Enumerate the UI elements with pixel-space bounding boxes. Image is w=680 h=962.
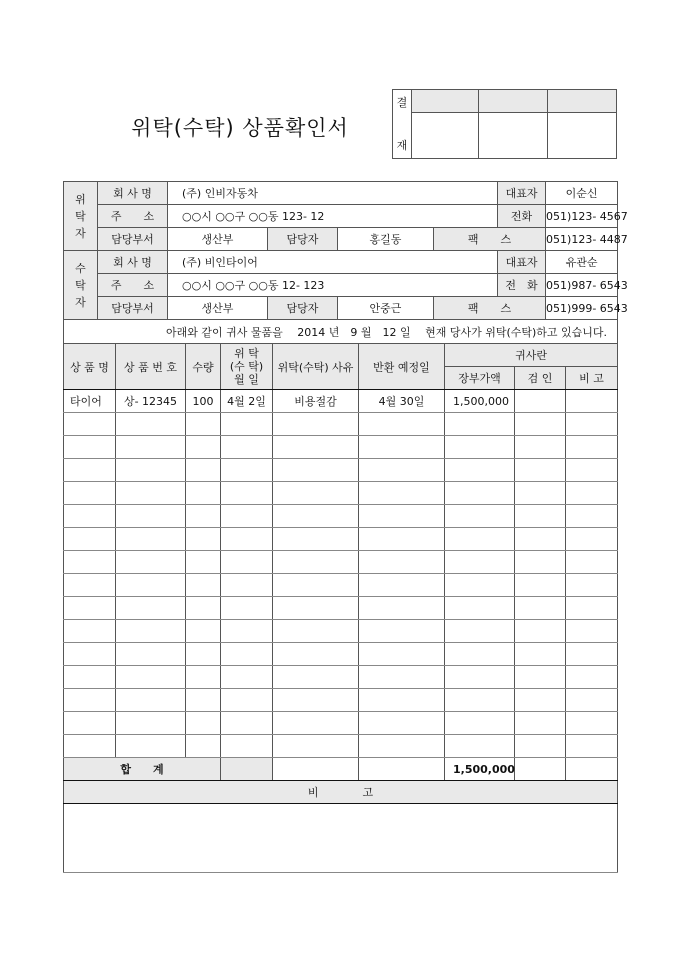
consignee-company-label: 회 사 명 xyxy=(98,251,168,274)
empty-cell-remark[interactable] xyxy=(566,620,618,643)
consignor-manager-label: 담당자 xyxy=(268,228,338,251)
empty-cell-remark[interactable] xyxy=(566,436,618,459)
consignee-phone[interactable]: 051)987- 6543 xyxy=(546,274,618,297)
consignee-address[interactable]: ○○시 ○○구 ○○동 12- 123 xyxy=(168,274,498,297)
empty-row xyxy=(64,735,618,758)
empty-cell-inspect[interactable] xyxy=(515,666,566,689)
empty-cell-remark[interactable] xyxy=(566,528,618,551)
empty-row xyxy=(64,574,618,597)
cell-qty[interactable]: 100 xyxy=(186,390,221,413)
items-table xyxy=(63,343,618,873)
empty-cell-inspect[interactable] xyxy=(515,482,566,505)
empty-cell-book-value[interactable] xyxy=(445,597,515,620)
empty-cell-date[interactable] xyxy=(221,551,273,574)
empty-cell-remark[interactable] xyxy=(566,597,618,620)
empty-cell-product-name[interactable] xyxy=(64,689,116,712)
empty-cell-return-date[interactable] xyxy=(359,436,445,459)
consignee-manager[interactable]: 안중근 xyxy=(338,297,434,320)
approval-label xyxy=(393,90,412,159)
empty-cell-product-name[interactable] xyxy=(64,528,116,551)
total-blank-return xyxy=(359,758,445,781)
cell-inspect[interactable] xyxy=(515,390,566,413)
total-blank-reason xyxy=(273,758,359,781)
empty-cell-date[interactable] xyxy=(221,528,273,551)
empty-cell-date[interactable] xyxy=(221,482,273,505)
empty-cell-reason[interactable] xyxy=(273,620,359,643)
empty-cell-product-name[interactable] xyxy=(64,620,116,643)
empty-cell-book-value[interactable] xyxy=(445,735,515,758)
empty-row xyxy=(64,413,618,436)
empty-cell-return-date[interactable] xyxy=(359,666,445,689)
empty-cell-remark[interactable] xyxy=(566,735,618,758)
consignor-company-label: 회 사 명 xyxy=(98,182,168,205)
empty-cell-remark[interactable] xyxy=(566,505,618,528)
empty-cell-qty[interactable] xyxy=(186,551,221,574)
header-date: 위 탁 (수 탁) 월 일 xyxy=(221,344,273,390)
empty-cell-return-date[interactable] xyxy=(359,528,445,551)
empty-row xyxy=(64,712,618,735)
empty-cell-book-value[interactable] xyxy=(445,436,515,459)
header-product-name: 상 품 명 xyxy=(64,344,116,390)
empty-cell-product-name[interactable] xyxy=(64,643,116,666)
consignor-manager[interactable]: 홍길동 xyxy=(338,228,434,251)
empty-cell-product-name[interactable] xyxy=(64,735,116,758)
consignor-fax[interactable]: 051)123- 4487 xyxy=(546,228,618,251)
empty-cell-product-no[interactable] xyxy=(116,643,186,666)
consignee-dept-label: 담당부서 xyxy=(98,297,168,320)
empty-cell-product-no[interactable] xyxy=(116,505,186,528)
consignor-fax-label: 팩 스 xyxy=(434,228,546,251)
empty-cell-remark[interactable] xyxy=(566,574,618,597)
empty-cell-book-value[interactable] xyxy=(445,643,515,666)
approval-sign-2[interactable] xyxy=(479,113,548,159)
empty-cell-remark[interactable] xyxy=(566,689,618,712)
cell-product-name[interactable]: 타이어 xyxy=(64,390,116,413)
consignee-fax[interactable]: 051)999- 6543 xyxy=(546,297,618,320)
header-product-no: 상 품 번 호 xyxy=(116,344,186,390)
notes-content[interactable] xyxy=(64,804,618,873)
empty-cell-remark[interactable] xyxy=(566,666,618,689)
empty-cell-product-no[interactable] xyxy=(116,436,186,459)
consignee-dept[interactable]: 생산부 xyxy=(168,297,268,320)
empty-cell-product-name[interactable] xyxy=(64,666,116,689)
empty-cell-inspect[interactable] xyxy=(515,505,566,528)
consignor-address-label: 주 소 xyxy=(98,205,168,228)
empty-cell-return-date[interactable] xyxy=(359,482,445,505)
consignee-rep-label: 대표자 xyxy=(498,251,546,274)
empty-cell-remark[interactable] xyxy=(566,482,618,505)
cell-return-date[interactable]: 4월 30일 xyxy=(359,390,445,413)
empty-cell-remark[interactable] xyxy=(566,459,618,482)
empty-cell-date[interactable] xyxy=(221,413,273,436)
cell-book-value[interactable]: 1,500,000 xyxy=(445,390,515,413)
empty-cell-product-no[interactable] xyxy=(116,689,186,712)
header-remark: 비 고 xyxy=(566,367,618,390)
consignee-fax-label: 팩 스 xyxy=(434,297,546,320)
total-blank-date xyxy=(221,758,273,781)
empty-cell-reason[interactable] xyxy=(273,666,359,689)
empty-cell-book-value[interactable] xyxy=(445,459,515,482)
empty-cell-return-date[interactable] xyxy=(359,413,445,436)
approval-header-3 xyxy=(548,90,617,113)
empty-cell-return-date[interactable] xyxy=(359,574,445,597)
empty-cell-qty[interactable] xyxy=(186,459,221,482)
empty-cell-book-value[interactable] xyxy=(445,689,515,712)
empty-cell-inspect[interactable] xyxy=(515,574,566,597)
empty-cell-inspect[interactable] xyxy=(515,712,566,735)
empty-cell-qty[interactable] xyxy=(186,666,221,689)
empty-cell-inspect[interactable] xyxy=(515,528,566,551)
approval-header-2 xyxy=(479,90,548,113)
empty-cell-product-name[interactable] xyxy=(64,712,116,735)
total-blank-inspect xyxy=(515,758,566,781)
empty-row xyxy=(64,666,618,689)
header-reason: 위탁(수탁) 사유 xyxy=(273,344,359,390)
empty-row xyxy=(64,597,618,620)
empty-cell-reason[interactable] xyxy=(273,643,359,666)
empty-cell-reason[interactable] xyxy=(273,689,359,712)
empty-cell-inspect[interactable] xyxy=(515,643,566,666)
empty-cell-product-no[interactable] xyxy=(116,459,186,482)
consignor-rep-label: 대표자 xyxy=(498,182,546,205)
cell-reason[interactable]: 비용절감 xyxy=(273,390,359,413)
empty-cell-book-value[interactable] xyxy=(445,413,515,436)
empty-cell-return-date[interactable] xyxy=(359,505,445,528)
empty-cell-return-date[interactable] xyxy=(359,459,445,482)
total-blank-remark xyxy=(566,758,618,781)
consignee-address-label: 주 소 xyxy=(98,274,168,297)
approval-header-1 xyxy=(412,90,479,113)
empty-cell-inspect[interactable] xyxy=(515,459,566,482)
consignee-company[interactable]: (주) 비인타이어 xyxy=(168,251,498,274)
header-qty: 수량 xyxy=(186,344,221,390)
empty-cell-reason[interactable] xyxy=(273,574,359,597)
empty-cell-date[interactable] xyxy=(221,597,273,620)
empty-cell-product-name[interactable] xyxy=(64,459,116,482)
empty-cell-product-name[interactable] xyxy=(64,551,116,574)
empty-cell-product-no[interactable] xyxy=(116,482,186,505)
empty-cell-return-date[interactable] xyxy=(359,735,445,758)
empty-cell-book-value[interactable] xyxy=(445,574,515,597)
header-return-date: 반환 예정일 xyxy=(359,344,445,390)
empty-cell-inspect[interactable] xyxy=(515,436,566,459)
empty-cell-remark[interactable] xyxy=(566,643,618,666)
approval-sign-3[interactable] xyxy=(548,113,617,159)
empty-cell-inspect[interactable] xyxy=(515,735,566,758)
empty-cell-reason[interactable] xyxy=(273,735,359,758)
empty-cell-product-name[interactable] xyxy=(64,597,116,620)
item-rows xyxy=(64,390,618,758)
empty-cell-date[interactable] xyxy=(221,666,273,689)
cell-date[interactable]: 4월 2일 xyxy=(221,390,273,413)
empty-cell-book-value[interactable] xyxy=(445,482,515,505)
empty-cell-return-date[interactable] xyxy=(359,689,445,712)
empty-row xyxy=(64,689,618,712)
document-title: 위탁(수탁) 상품확인서 xyxy=(131,116,349,140)
empty-cell-product-no[interactable] xyxy=(116,597,186,620)
notes-label: 비 고 xyxy=(64,781,618,804)
empty-cell-return-date[interactable] xyxy=(359,712,445,735)
empty-cell-return-date[interactable] xyxy=(359,597,445,620)
empty-cell-date[interactable] xyxy=(221,712,273,735)
empty-cell-product-no[interactable] xyxy=(116,528,186,551)
empty-cell-date[interactable] xyxy=(221,574,273,597)
total-value: 1,500,000 xyxy=(445,758,515,781)
empty-cell-product-no[interactable] xyxy=(116,712,186,735)
empty-row xyxy=(64,505,618,528)
empty-cell-book-value[interactable] xyxy=(445,505,515,528)
statement-text: 아래와 같이 귀사 물품을 2014 년 9 월 12 일 현재 당사가 위탁(수탁)하고 있습니다. xyxy=(64,320,618,344)
empty-cell-product-no[interactable] xyxy=(116,574,186,597)
consignor-dept-label: 담당부서 xyxy=(98,228,168,251)
empty-cell-reason[interactable] xyxy=(273,712,359,735)
consignee-manager-label: 담당자 xyxy=(268,297,338,320)
empty-cell-book-value[interactable] xyxy=(445,551,515,574)
empty-cell-inspect[interactable] xyxy=(515,551,566,574)
empty-row xyxy=(64,528,618,551)
empty-cell-book-value[interactable] xyxy=(445,528,515,551)
empty-cell-return-date[interactable] xyxy=(359,643,445,666)
empty-cell-inspect[interactable] xyxy=(515,413,566,436)
empty-cell-return-date[interactable] xyxy=(359,551,445,574)
empty-cell-reason[interactable] xyxy=(273,413,359,436)
header-group: 귀사란 xyxy=(445,344,618,367)
consignor-side-label: 위 탁 자 xyxy=(64,182,98,251)
empty-cell-qty[interactable] xyxy=(186,597,221,620)
header-inspect: 검 인 xyxy=(515,367,566,390)
empty-row xyxy=(64,620,618,643)
header-book-value: 장부가액 xyxy=(445,367,515,390)
party-info-table xyxy=(63,181,628,344)
empty-cell-date[interactable] xyxy=(221,689,273,712)
consignee-side-label: 수 탁 자 xyxy=(64,251,98,320)
empty-cell-book-value[interactable] xyxy=(445,712,515,735)
empty-cell-inspect[interactable] xyxy=(515,689,566,712)
empty-cell-qty[interactable] xyxy=(186,620,221,643)
empty-cell-reason[interactable] xyxy=(273,436,359,459)
consignee-phone-label: 전 화 xyxy=(498,274,546,297)
empty-cell-qty[interactable] xyxy=(186,689,221,712)
empty-cell-qty[interactable] xyxy=(186,505,221,528)
empty-cell-date[interactable] xyxy=(221,620,273,643)
empty-cell-product-name[interactable] xyxy=(64,436,116,459)
empty-row xyxy=(64,459,618,482)
empty-cell-date[interactable] xyxy=(221,643,273,666)
empty-cell-inspect[interactable] xyxy=(515,597,566,620)
empty-cell-qty[interactable] xyxy=(186,436,221,459)
empty-cell-date[interactable] xyxy=(221,735,273,758)
empty-cell-remark[interactable] xyxy=(566,413,618,436)
empty-cell-reason[interactable] xyxy=(273,482,359,505)
empty-cell-qty[interactable] xyxy=(186,574,221,597)
cell-product-no[interactable]: 상- 12345 xyxy=(116,390,186,413)
approval-sign-1[interactable] xyxy=(412,113,479,159)
empty-row xyxy=(64,482,618,505)
empty-cell-date[interactable] xyxy=(221,436,273,459)
empty-cell-book-value[interactable] xyxy=(445,620,515,643)
empty-cell-date[interactable] xyxy=(221,505,273,528)
empty-cell-reason[interactable] xyxy=(273,551,359,574)
total-label: 합 계 xyxy=(64,758,221,781)
empty-cell-product-no[interactable] xyxy=(116,413,186,436)
empty-cell-book-value[interactable] xyxy=(445,666,515,689)
empty-cell-product-no[interactable] xyxy=(116,735,186,758)
approval-box xyxy=(392,89,617,159)
consignor-rep[interactable]: 이순신 xyxy=(546,182,618,205)
consignor-dept[interactable]: 생산부 xyxy=(168,228,268,251)
table-row xyxy=(64,390,618,413)
empty-cell-remark[interactable] xyxy=(566,551,618,574)
empty-cell-product-name[interactable] xyxy=(64,574,116,597)
empty-cell-reason[interactable] xyxy=(273,528,359,551)
empty-cell-return-date[interactable] xyxy=(359,620,445,643)
empty-cell-reason[interactable] xyxy=(273,459,359,482)
empty-cell-product-name[interactable] xyxy=(64,413,116,436)
empty-cell-date[interactable] xyxy=(221,459,273,482)
empty-cell-product-no[interactable] xyxy=(116,551,186,574)
empty-cell-product-no[interactable] xyxy=(116,620,186,643)
empty-cell-remark[interactable] xyxy=(566,712,618,735)
empty-row xyxy=(64,643,618,666)
empty-cell-qty[interactable] xyxy=(186,528,221,551)
consignor-phone[interactable]: 051)123- 4567 xyxy=(546,205,618,228)
empty-cell-qty[interactable] xyxy=(186,643,221,666)
consignor-address[interactable]: ○○시 ○○구 ○○동 123- 12 xyxy=(168,205,498,228)
empty-cell-qty[interactable] xyxy=(186,482,221,505)
consignor-company[interactable]: (주) 인비자동차 xyxy=(168,182,498,205)
empty-cell-reason[interactable] xyxy=(273,597,359,620)
empty-cell-qty[interactable] xyxy=(186,712,221,735)
empty-cell-qty[interactable] xyxy=(186,735,221,758)
consignor-phone-label: 전화 xyxy=(498,205,546,228)
empty-row xyxy=(64,551,618,574)
empty-cell-product-no[interactable] xyxy=(116,666,186,689)
empty-cell-inspect[interactable] xyxy=(515,620,566,643)
approval-label-top: 결 xyxy=(396,96,408,109)
empty-cell-product-name[interactable] xyxy=(64,482,116,505)
empty-cell-reason[interactable] xyxy=(273,505,359,528)
empty-cell-product-name[interactable] xyxy=(64,505,116,528)
consignee-rep[interactable]: 유관순 xyxy=(546,251,618,274)
empty-row xyxy=(64,436,618,459)
approval-label-bottom: 재 xyxy=(396,139,408,152)
cell-remark[interactable] xyxy=(566,390,618,413)
empty-cell-qty[interactable] xyxy=(186,413,221,436)
